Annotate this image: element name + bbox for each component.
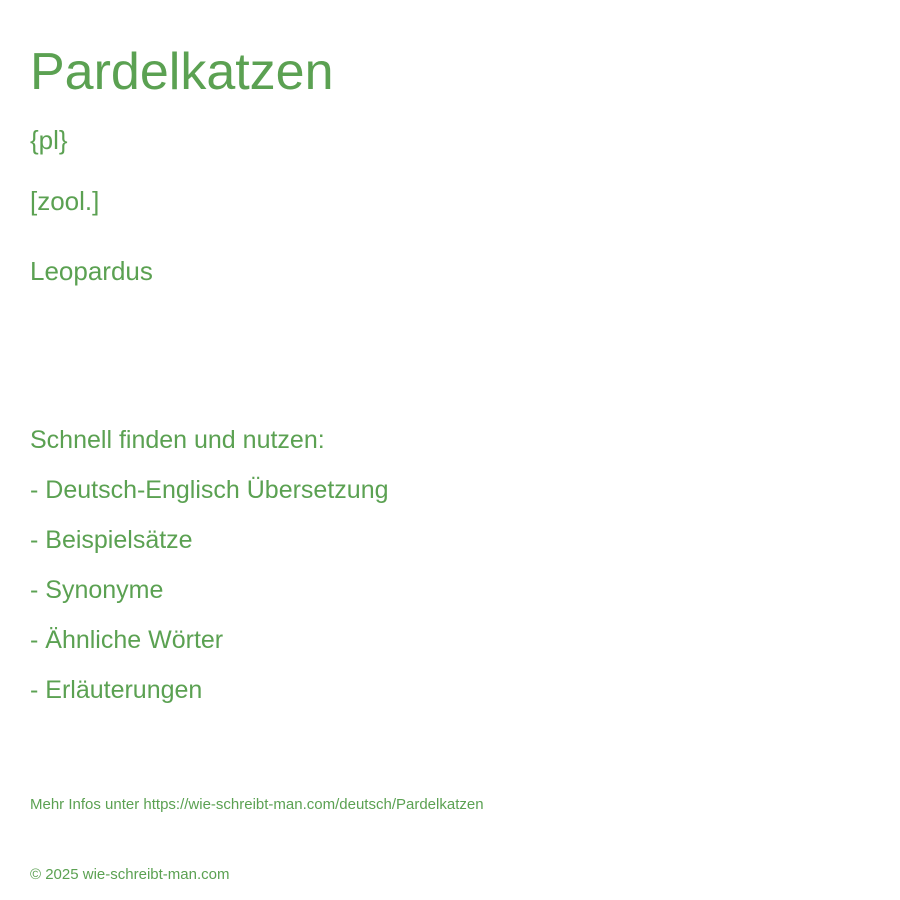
list-item-examples: - Beispielsätze [30,526,193,554]
domain-label: [zool.] [30,186,100,216]
more-info-prefix: Mehr Infos unter [30,796,144,813]
list-item-translation: - Deutsch-Englisch Übersetzung [30,476,389,504]
more-info-line [30,797,484,812]
list-item-explanations: - Erläuterungen [30,676,203,704]
list-item-synonyms: - Synonyme [30,576,164,604]
translation-text: Leopardus [30,256,153,286]
copyright-text: © 2025 wie-schreibt-man.com [30,866,230,883]
list-item-similar-words: - Ähnliche Wörter [30,626,224,654]
page-title: Pardelkatzen [30,43,334,101]
more-info-link[interactable]: https://wie-schreibt-man.com/deutsch/Pardelkatzen [143,796,484,813]
quick-find-heading: Schnell finden und nutzen: [30,426,325,454]
grammar-label: {pl} [30,125,68,155]
